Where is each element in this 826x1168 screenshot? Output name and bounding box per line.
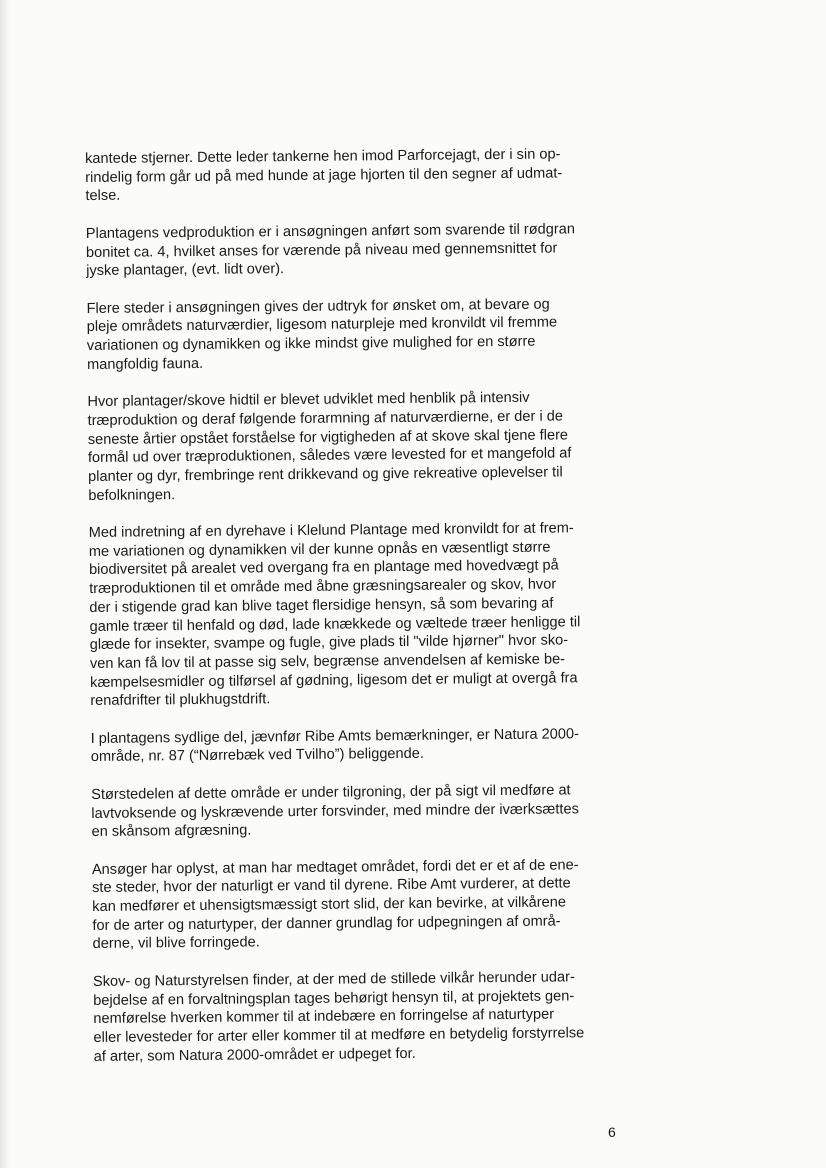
text-line: me variationen og dynamikken vil der kunne opnås en væsentligt større [88, 539, 551, 560]
text-line: jyske plantager, (evt. lidt over). [86, 261, 285, 280]
paragraph [85, 145, 622, 206]
paragraph [87, 388, 624, 505]
text-line: Størstedelen af dette område er under tilgroning, der på sigt vil medføre at [91, 782, 571, 803]
text-line: rindelig form går ud på med hunde at jage hjorten til den segner af udmat- [85, 165, 563, 186]
text-line: for de arter og naturtyper, der danner grundlag for udpegningen af områ- [92, 913, 561, 934]
text-line: bejdelse af en forvaltningsplan tages behørigt hensyn til, at projektets gen- [93, 987, 575, 1009]
text-line: en skånsom afgræsning. [91, 822, 252, 841]
text-line: ste steder, hvor der naturligt er vand til dyrene. Ribe Amt vurderer, at dette [92, 875, 571, 897]
text-line: område, nr. 87 (“Nørrebæk ved Tvilho”) beliggende. [90, 746, 425, 766]
text-line: kan medfører et uhensigtsmæssigt stort slid, der kan bevirke, at vilkårene [92, 894, 567, 915]
paragraph [91, 781, 628, 842]
paragraph [91, 725, 627, 768]
paragraph [92, 855, 629, 954]
text-line: seneste årtier opstået forståelse for vigtigheden af at skove skal tjene flere [87, 426, 569, 448]
text-line: planter og dyr, frembringe rent drikkevand og give rekreative oplevelser til [88, 464, 563, 485]
text-line: træproduktion og deraf følgende forarmning af naturværdierne, er der i de [87, 408, 564, 429]
text-line: Flere steder i ansøgningen gives der udtryk for ønsket om, at bevare og [86, 296, 550, 317]
page-number: 6 [608, 1124, 616, 1140]
text-line: befolkningen. [88, 486, 176, 504]
text-line: derne, vil blive forringede. [92, 934, 260, 953]
text-line: eller levesteder for arter eller kommer til at medføre en betydelig forstyrrelse [93, 1025, 585, 1046]
text-line: I plantagens sydlige del, jævnfør Ribe Amts bemærkninger, er Natura 2000- [90, 726, 580, 747]
paragraph [86, 294, 623, 374]
text-line: bonitet ca. 4, hvilket anses for værende på niveau med gennemsnittet for [85, 239, 558, 261]
scan-edge-shadow [0, 0, 10, 1168]
text-line: Skov- og Naturstyrelsen finder, at der med de stillede vilkår herunder udar- [92, 969, 575, 990]
text-line: ven kan få lov til at passe sig selv, begrænse anvendelsen af kemiske be- [89, 651, 566, 672]
text-line: Plantagens vedproduktion er i ansøgningen anført som svarende til rødgran [85, 221, 576, 242]
text-line: variationen og dynamikken og ikke mindst give mulighed for en større [86, 333, 536, 354]
text-line: nemførelse hverken kommer til at indebære en forringelse af naturtyper [93, 1006, 555, 1028]
text-line: Med indretning af en dyrehave i Klelund Plantage med kronvildt for at frem- [88, 520, 574, 541]
text-line: lavtvoksende og lyskrævende urter forsvinder, med mindre der iværksættes [91, 800, 579, 822]
text-line: Hvor plantager/skove hidtil er blevet udviklet med henblik på intensiv [87, 389, 530, 411]
text-line: pleje områdets naturværdier, ligesom naturpleje med kronvildt vil fremme [86, 314, 558, 336]
text-line: gamle træer til henfald og død, lade knækkede og væltede træer henligge til [89, 613, 581, 635]
text-line: af arter, som Natura 2000-området er udpeget for. [93, 1045, 416, 1065]
text-line: biodiversitet på arealet ved overgang fra en plantage med hovedvægt på [88, 557, 559, 579]
paragraph [93, 968, 630, 1067]
text-line: mangfoldig fauna. [86, 355, 204, 373]
text-line: kantede stjerner. Dette leder tankerne hen imod Parforcejagt, der i sin op- [85, 146, 561, 167]
body-text [85, 145, 630, 1085]
text-line: glæde for insekter, svampe og fugle, give plads til "vilde hjørner" hvor sko- [89, 632, 569, 654]
text-line: der i stigende grad kan blive taget flersidige hensyn, så som bevaring af [89, 595, 554, 616]
text-line: telse. [85, 188, 121, 205]
paragraph [89, 519, 627, 711]
text-line: kæmpelsesmidler og tilførsel af gødning, ligesom det er muligt at overgå fra [90, 669, 578, 691]
text-line: renafdrifter til plukhugstdrift. [90, 691, 271, 710]
text-line: træproduktionen til et område med åbne græsningsarealer og skov, hvor [89, 576, 557, 598]
paragraph [86, 220, 623, 281]
text-line: Ansøger har oplyst, at man har medtaget området, fordi det er et af de ene- [91, 856, 579, 878]
text-line: formål ud over træproduktionen, således være levested for et mangefold af [87, 445, 572, 467]
